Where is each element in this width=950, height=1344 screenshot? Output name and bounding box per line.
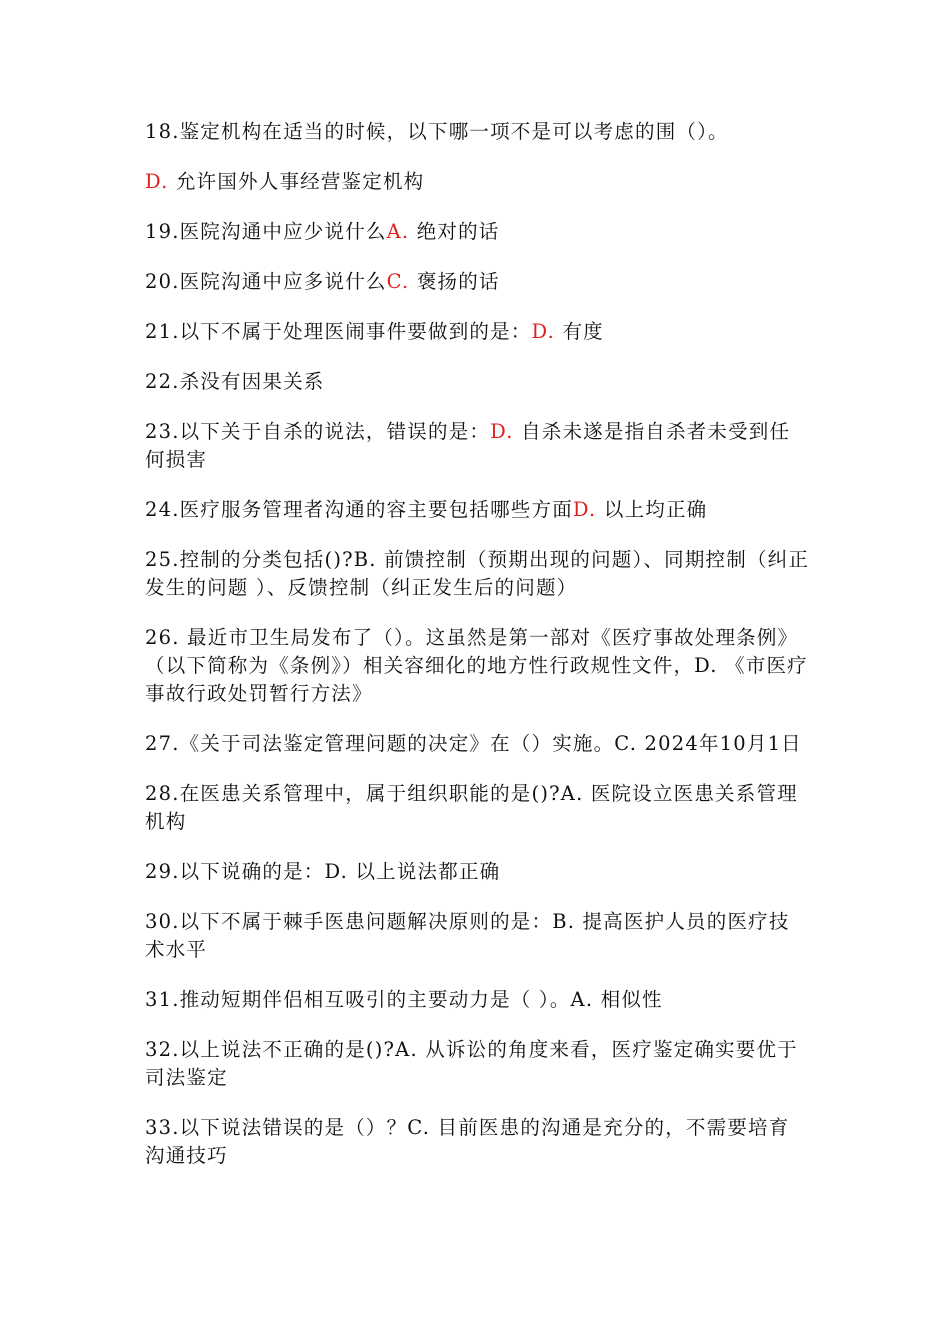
question-item (145, 1114, 810, 1170)
question-item (145, 496, 810, 524)
answer-option-letter: C. (386, 270, 410, 293)
question-text: 26. 最近市卫生局发布了（）。这虽然是第一部对《医疗事故处理条例》（以下简称为《条例》）相关容细化的地方性行政规性文件，D. 《市医疗事故行政处罚暂行方法》 (145, 626, 808, 705)
question-item (145, 118, 810, 146)
question-item (145, 986, 810, 1014)
answer-option-letter: D. (490, 420, 514, 443)
question-text: 28.在医患关系管理中，属于组织职能的是()?A. 医院设立医患关系管理机构 (145, 782, 798, 833)
question-text: 有度 (555, 320, 604, 343)
question-item (145, 218, 810, 246)
question-item (145, 908, 810, 964)
question-text: 褒扬的话 (409, 270, 500, 293)
answer-option-letter: D. (572, 498, 597, 521)
document-page (145, 118, 810, 1192)
question-text: 29.以下说确的是：D. 以上说法都正确 (145, 860, 501, 883)
question-item (145, 318, 810, 346)
question-text: 22.杀没有因果关系 (145, 370, 325, 393)
question-item (145, 730, 810, 758)
question-text: 18.鉴定机构在适当的时候，以下哪一项不是可以考虑的围（）。 (145, 120, 729, 143)
question-text: 30.以下不属于棘手医患问题解决原则的是：B. 提高医护人员的医疗技术水平 (145, 910, 790, 961)
question-text: 32.以上说法不正确的是()?A. 从诉讼的角度来看，医疗鉴定确实要优于司法鉴定 (145, 1038, 798, 1089)
question-text: 27.《关于司法鉴定管理问题的决定》在（）实施。C. 2024年10月1日 (145, 732, 802, 755)
answer-option-letter: D. (145, 170, 169, 193)
question-item (145, 858, 810, 886)
question-item (145, 624, 810, 708)
question-text: 33.以下说法错误的是（）？C. 目前医患的沟通是充分的，不需要培育沟通技巧 (145, 1116, 790, 1167)
question-text: 允许国外人事经营鉴定机构 (168, 170, 425, 193)
question-text: 21.以下不属于处理医闹事件要做到的是： (145, 320, 532, 343)
question-text: 19.医院沟通中应少说什么 (145, 220, 387, 243)
question-text: 自杀未遂是指自杀者未受到任何损害 (145, 420, 791, 471)
question-text: 31.推动短期伴侣相互吸引的主要动力是（ ）。A. 相似性 (145, 988, 663, 1011)
answer-option-letter: D. (531, 320, 556, 343)
question-text: 绝对的话 (409, 220, 500, 243)
answer-option-letter: A. (386, 220, 410, 243)
question-text: 20.医院沟通中应多说什么 (145, 270, 387, 293)
question-item (145, 268, 810, 296)
question-text: 23.以下关于自杀的说法，错误的是： (145, 420, 491, 443)
question-text: 25.控制的分类包括()?B. 前馈控制（预期出现的问题）、同期控制（纠正发生的问题 ）、反馈控制（纠正发生后的问题） (145, 548, 810, 599)
question-text: 以上均正确 (596, 498, 708, 521)
question-item (145, 368, 810, 396)
question-item (145, 1036, 810, 1092)
question-item (145, 780, 810, 836)
question-text: 24.医疗服务管理者沟通的容主要包括哪些方面 (145, 498, 573, 521)
question-item (145, 546, 810, 602)
question-item (145, 168, 810, 196)
question-item (145, 418, 810, 474)
